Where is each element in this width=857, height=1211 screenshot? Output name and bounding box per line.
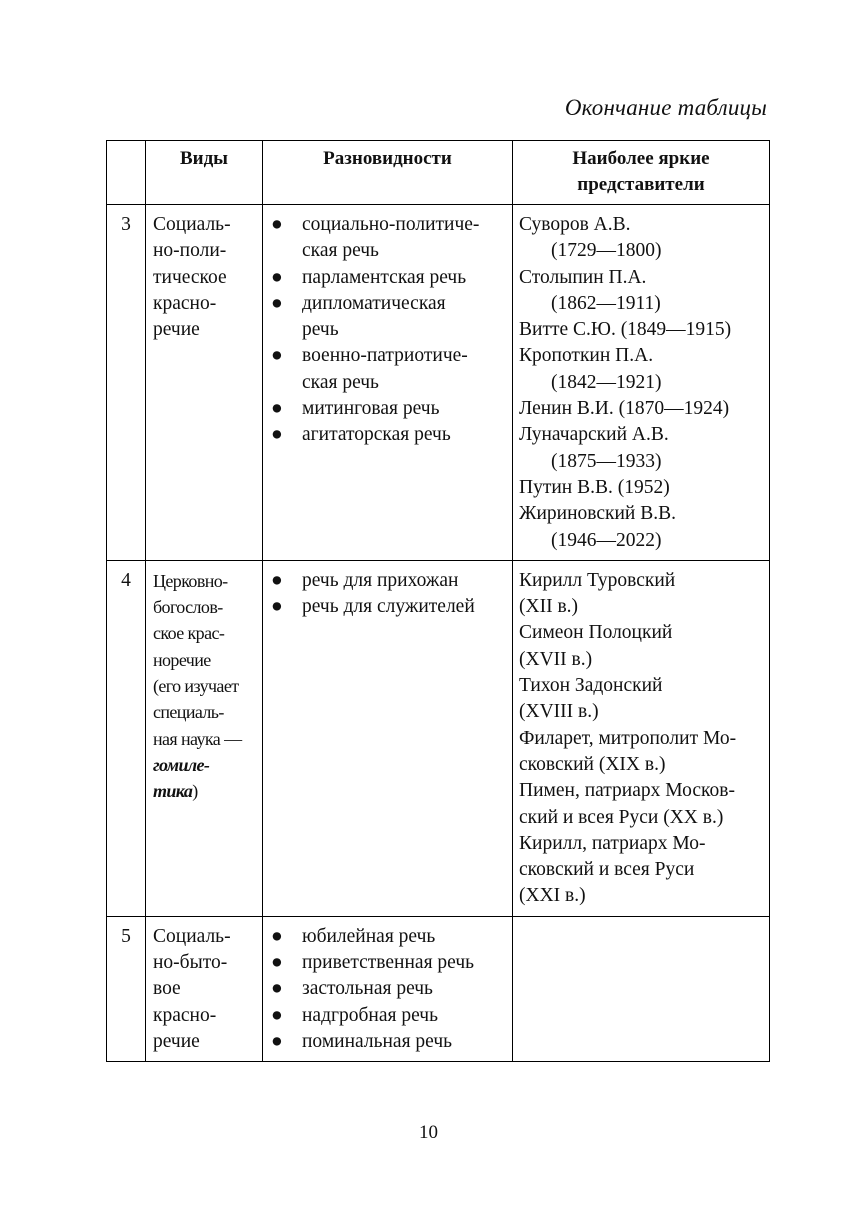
table-caption: Окончание таблицы [564, 95, 767, 120]
list-item: ● приветственная речь [271, 950, 508, 976]
bullet-icon: ● [271, 214, 283, 235]
row-number: 5 [107, 916, 146, 1061]
page-number: 10 [419, 1122, 438, 1143]
representative: (XVIII в.) [519, 701, 599, 723]
row-number: 4 [107, 560, 146, 916]
kind-line: но-поли- [153, 240, 227, 262]
representative: (XII в.) [519, 596, 579, 618]
representative: Тихон Задонский [519, 675, 663, 697]
row-kind [146, 205, 263, 561]
header-representatives [513, 141, 770, 205]
row-representatives [513, 205, 770, 561]
bullet-icon: ● [271, 1004, 283, 1026]
bullet-icon: ● [271, 569, 283, 591]
header-reps-line1: Наиболее яркие [572, 148, 710, 169]
list-item: ● парламентская речь [271, 265, 508, 291]
representative: Столыпин П.А. [519, 266, 647, 288]
representative: Кирилл, патриарх Мо- [519, 832, 706, 854]
kind-line: но-быто- [153, 952, 228, 974]
representative: Кропоткин П.А. [519, 345, 654, 367]
kind-line: ная наука — [153, 728, 242, 749]
list-item: ● поминальная речь [271, 1029, 508, 1055]
kind-line: тическое [153, 266, 227, 288]
representative: Ленин В.И. (1870—1924) [519, 398, 730, 420]
bullet-icon: ● [271, 266, 283, 288]
orators-table [106, 140, 770, 1062]
homiletics-term: гомиле- [153, 754, 210, 775]
kind-line: (его изучает [153, 676, 239, 697]
table-header-row [107, 141, 770, 205]
homiletics-term: тика [153, 781, 193, 802]
row-variants [263, 560, 513, 916]
representative: Кирилл Туровский [519, 569, 676, 591]
kind-line: богослов- [153, 597, 223, 618]
bullet-icon: ● [271, 292, 283, 314]
row-representatives [513, 560, 770, 916]
bullet-icon: ● [271, 345, 283, 367]
list-item: ● надгробная речь [271, 1003, 508, 1029]
kind-line: речие [153, 319, 200, 341]
header-variants: Разновидности [263, 141, 513, 205]
table-row [107, 205, 770, 561]
kind-line: красно- [153, 292, 217, 314]
representative: сковский (XIX в.) [519, 753, 666, 775]
bullet-icon: ● [271, 978, 283, 1000]
row-kind [146, 560, 263, 916]
list-item: ● социально-политиче- ская речь [271, 214, 480, 262]
kind-line: вое [153, 978, 181, 1000]
representative: Симеон Полоцкий [519, 622, 673, 644]
bullet-icon: ● [271, 424, 283, 446]
representative: Луначарский А.В. [519, 424, 669, 446]
representative-dates: (1842—1921) [551, 371, 662, 393]
list-item: ● дипломатическая речь [271, 292, 446, 341]
list-item: ● митинговая речь [271, 396, 508, 422]
kind-line [153, 778, 259, 804]
kind-line: Социаль- [153, 925, 231, 947]
table-row [107, 916, 770, 1061]
representative-dates: (1875—1933) [551, 450, 662, 472]
kind-line: Церковно- [153, 570, 228, 591]
kind-line: ское крас- [153, 623, 225, 644]
header-num [107, 141, 146, 205]
bullet-icon: ● [271, 596, 283, 618]
representative-dates: (1729—1800) [551, 240, 662, 262]
bullet-icon: ● [271, 925, 283, 947]
representative: Пимен, патриарх Москов- [519, 780, 735, 802]
bullet-icon: ● [271, 1030, 283, 1052]
row-number: 3 [107, 205, 146, 561]
list-item: ● военно-патриотиче- ская речь [271, 345, 468, 393]
representative: Путин В.В. (1952) [519, 476, 670, 498]
header-reps-line2: представители [577, 174, 705, 195]
kind-line: красно- [153, 1004, 217, 1026]
kind-line: специаль- [153, 702, 224, 723]
kind-line: норечие [153, 649, 211, 670]
kind-line: Социаль- [153, 214, 231, 235]
list-item: ● речь для прихожан [271, 568, 508, 594]
representative-dates: (1862—1911) [551, 292, 661, 314]
table-row [107, 560, 770, 916]
representative: Филарет, митрополит Мо- [519, 727, 737, 749]
representative-dates: (1946—2022) [551, 529, 662, 551]
list-item: ● агитаторская речь [271, 422, 508, 448]
row-variants [263, 916, 513, 1061]
representative: Витте С.Ю. (1849—1915) [519, 319, 732, 341]
representative: Жириновский В.В. [519, 503, 677, 525]
kind-line: речие [153, 1030, 200, 1052]
representative: (XXI в.) [519, 885, 586, 907]
row-representatives-empty [513, 916, 770, 1061]
list-item: ● юбилейная речь [271, 924, 508, 950]
row-kind [146, 916, 263, 1061]
representative: сковский и всея Руси [519, 859, 695, 881]
header-kinds: Виды [146, 141, 263, 205]
kind-tail: ) [192, 781, 198, 802]
row-variants [263, 205, 513, 561]
list-item: ● застольная речь [271, 976, 508, 1002]
list-item: ● речь для служителей [271, 594, 508, 620]
kind-line [153, 752, 259, 778]
representative: ский и всея Руси (XX в.) [519, 806, 724, 828]
representative: (XVII в.) [519, 648, 593, 670]
representative: Суворов А.В. [519, 214, 631, 235]
bullet-icon: ● [271, 398, 283, 420]
bullet-icon: ● [271, 952, 283, 974]
